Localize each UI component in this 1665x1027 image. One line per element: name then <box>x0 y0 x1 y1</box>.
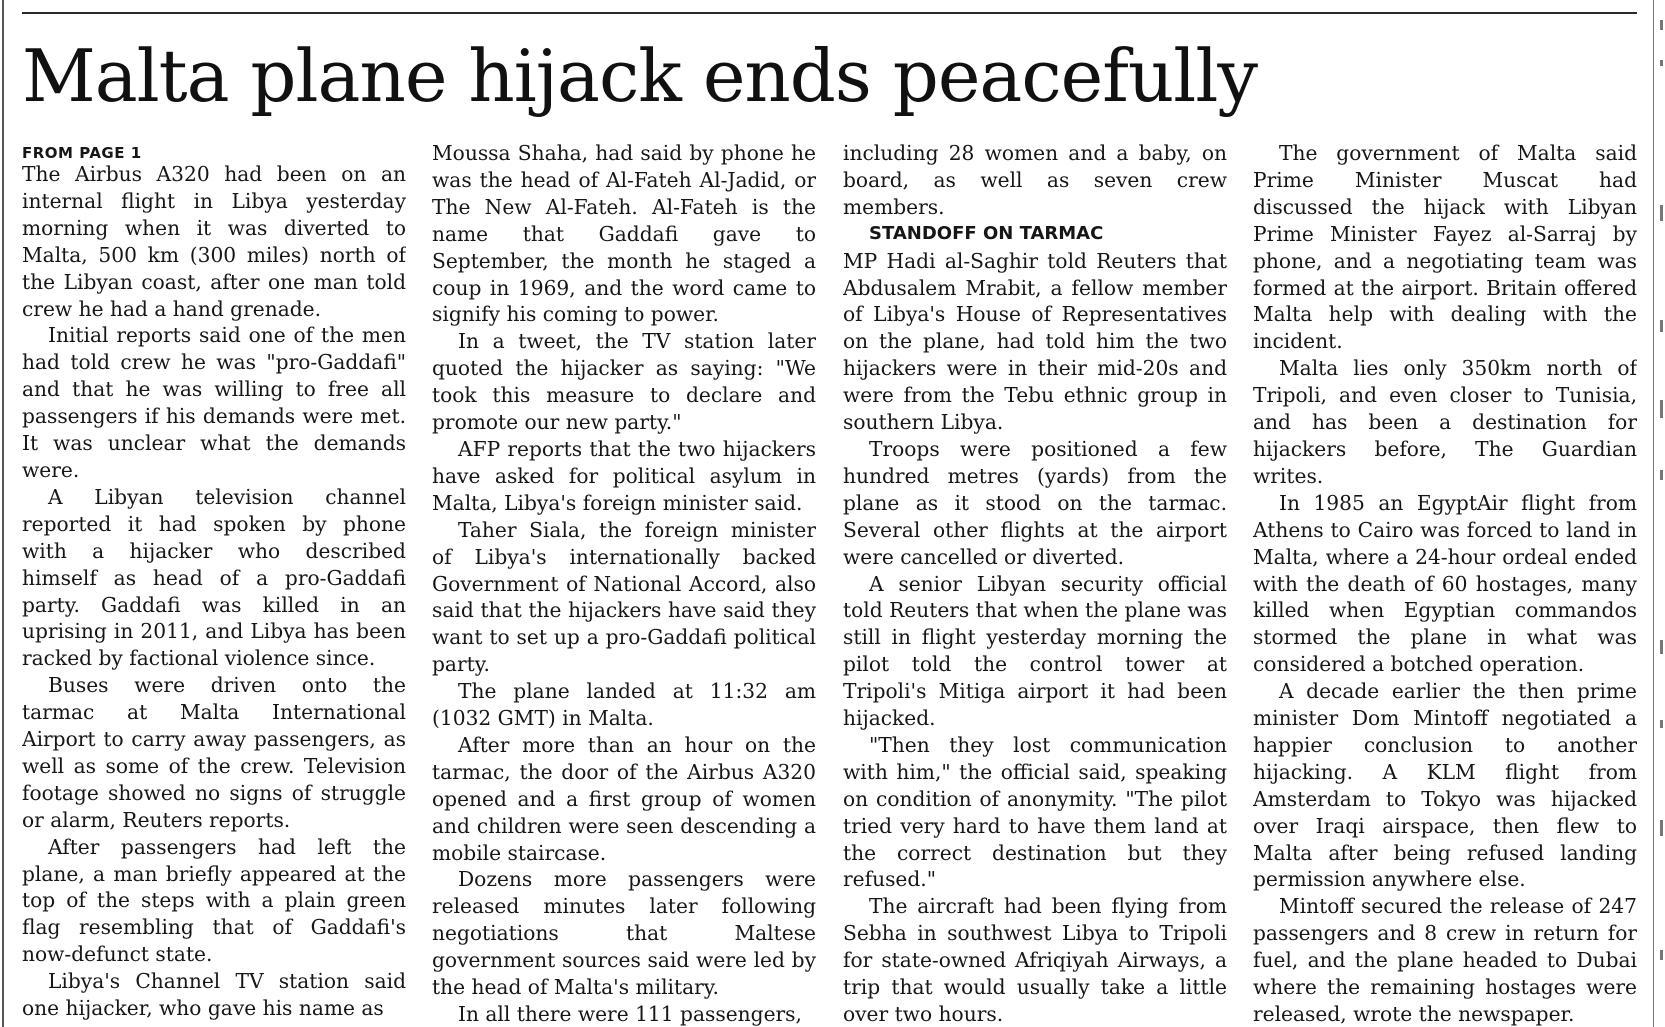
article-column-3 <box>843 140 1227 1027</box>
paragraph: Buses were driven onto the tarmac at Malta International Airport to carry away passengers, as well as some of the crew. Television footage showed no signs of struggle or alarm, Reuters reports. <box>22 673 406 832</box>
paragraph: In 1985 an EgyptAir flight from Athens to Cairo was forced to land in Malta, where a 24-hour ordeal ended with the death of 60 hostages, many killed when Egyptian commandos stormed the plane in what was considered a botched operation. <box>1253 490 1637 677</box>
paragraph: Mintoff secured the release of 247 passengers and 8 crew in return for fuel, and the plane headed to Dubai where the remaining hostages were released, wrote the newspaper. <box>1253 894 1637 1026</box>
paragraph: Troops were positioned a few hundred metres (yards) from the plane as it stood on the tarmac. Several other flights at the airport were cancelled or diverted. <box>843 436 1227 569</box>
paragraph: Moussa Shaha, had said by phone he was the head of Al-Fateh Al-Jadid, or The New Al-Fateh. Al-Fateh is the name that Gaddafi gave to September, the month he staged a coup in 1969, and the word came to signify his coming to power. <box>432 141 816 327</box>
paragraph: The aircraft had been flying from Sebha in southwest Libya to Tripoli for state-owned Afriqiyah Airways, a trip that would usually take a little over two hours. <box>843 894 1227 1026</box>
article-column-1 <box>22 140 406 1027</box>
paragraph: In a tweet, the TV station later quoted the hijacker as saying: "We took this measure to declare and promote our new party." <box>432 329 816 435</box>
from-page-kicker: FROM PAGE 1 <box>22 144 142 162</box>
paragraph: The plane landed at 11:32 am (1032 GMT) in Malta. <box>432 679 816 731</box>
paragraph: After passengers had left the plane, a man briefly appeared at the top of the steps with a plain green flag resembling that of Gaddafi's now-defunct state. <box>22 834 406 967</box>
paragraph: AFP reports that the two hijackers have asked for political asylum in Malta, Libya's foreign minister said. <box>432 436 816 515</box>
left-page-edge <box>2 0 4 1027</box>
paragraph: A Libyan television channel reported it had spoken by phone with a hijacker who described himself as head of a pro-Gaddafi party. Gaddafi was killed in an uprising in 2011, and Libya has been racked by factional violence since. <box>22 484 406 671</box>
paragraph: A decade earlier the then prime minister Dom Mintoff negotiated a happier conclusion to another hijacking. A KLM flight from Amsterdam to Tokyo was hijacked over Iraqi airspace, then flew to Malta after being refused landing permission anywhere else. <box>1253 679 1637 892</box>
paragraph: Initial reports said one of the men had told crew he was "pro-Gaddafi" and that he was willing to free all passengers if his demands were met. It was unclear what the demands were. <box>22 323 406 482</box>
section-subhead: STANDOFF ON TARMAC <box>869 222 1104 244</box>
top-rule <box>22 12 1637 14</box>
paragraph: After more than an hour on the tarmac, the door of the Airbus A320 opened and a first group of women and children were seen descending a mobile staircase. <box>432 732 816 865</box>
paragraph: MP Hadi al-Saghir told Reuters that Abdusalem Mrabit, a fellow member of Libya's House of Representatives on the plane, had told him the two hijackers were in their mid-20s and were from the Tebu ethnic group in southern Libya. <box>843 248 1227 435</box>
article-column-4 <box>1253 140 1637 1027</box>
paragraph: In all there were 111 passengers, <box>458 1002 802 1026</box>
article-headline: Malta plane hijack ends peacefully <box>22 34 1258 118</box>
paragraph: Libya's Channel TV station said one hijacker, who gave his name as <box>22 969 406 1021</box>
article-column-2 <box>432 140 816 1027</box>
paragraph: Dozens more passengers were released minutes later following negotiations that Maltese government sources said were led by the head of Malta's military. <box>432 867 816 1000</box>
adjacent-page-edge <box>1660 0 1665 1027</box>
paragraph: The Airbus A320 had been on an internal flight in Libya yesterday morning when it was diverted to Malta, 500 km (300 miles) north of the Libyan coast, after one man told crew he had a hand grenade. <box>22 162 406 321</box>
paragraph: The government of Malta said Prime Minister Muscat had discussed the hijack with Libyan Prime Minister Fayez al-Sarraj by phone, and a negotiating team was formed at the airport. Britain offered Malta help with dealing with the incident. <box>1253 141 1637 354</box>
paragraph: Taher Siala, the foreign minister of Libya's internationally backed Government of National Accord, also said that the hijackers have said they want to set up a pro-Gaddafi political party. <box>432 517 816 677</box>
paragraph: including 28 women and a baby, on board, as well as seven crew members. <box>843 141 1227 219</box>
paragraph: "Then they lost communication with him," the official said, speaking on condition of anonymity. "The pilot tried very hard to have them land at the correct destination but they refused." <box>843 732 1227 892</box>
paragraph: Malta lies only 350km north of Tripoli, and even closer to Tunisia, and has been a destination for hijackers before, The Guardian writes. <box>1253 356 1637 488</box>
paragraph: A senior Libyan security official told Reuters that when the plane was still in flight yesterday morning the pilot told the control tower at Tripoli's Mitiga airport it had been hijacked. <box>843 571 1227 731</box>
column-divider-rule <box>1653 0 1654 1027</box>
